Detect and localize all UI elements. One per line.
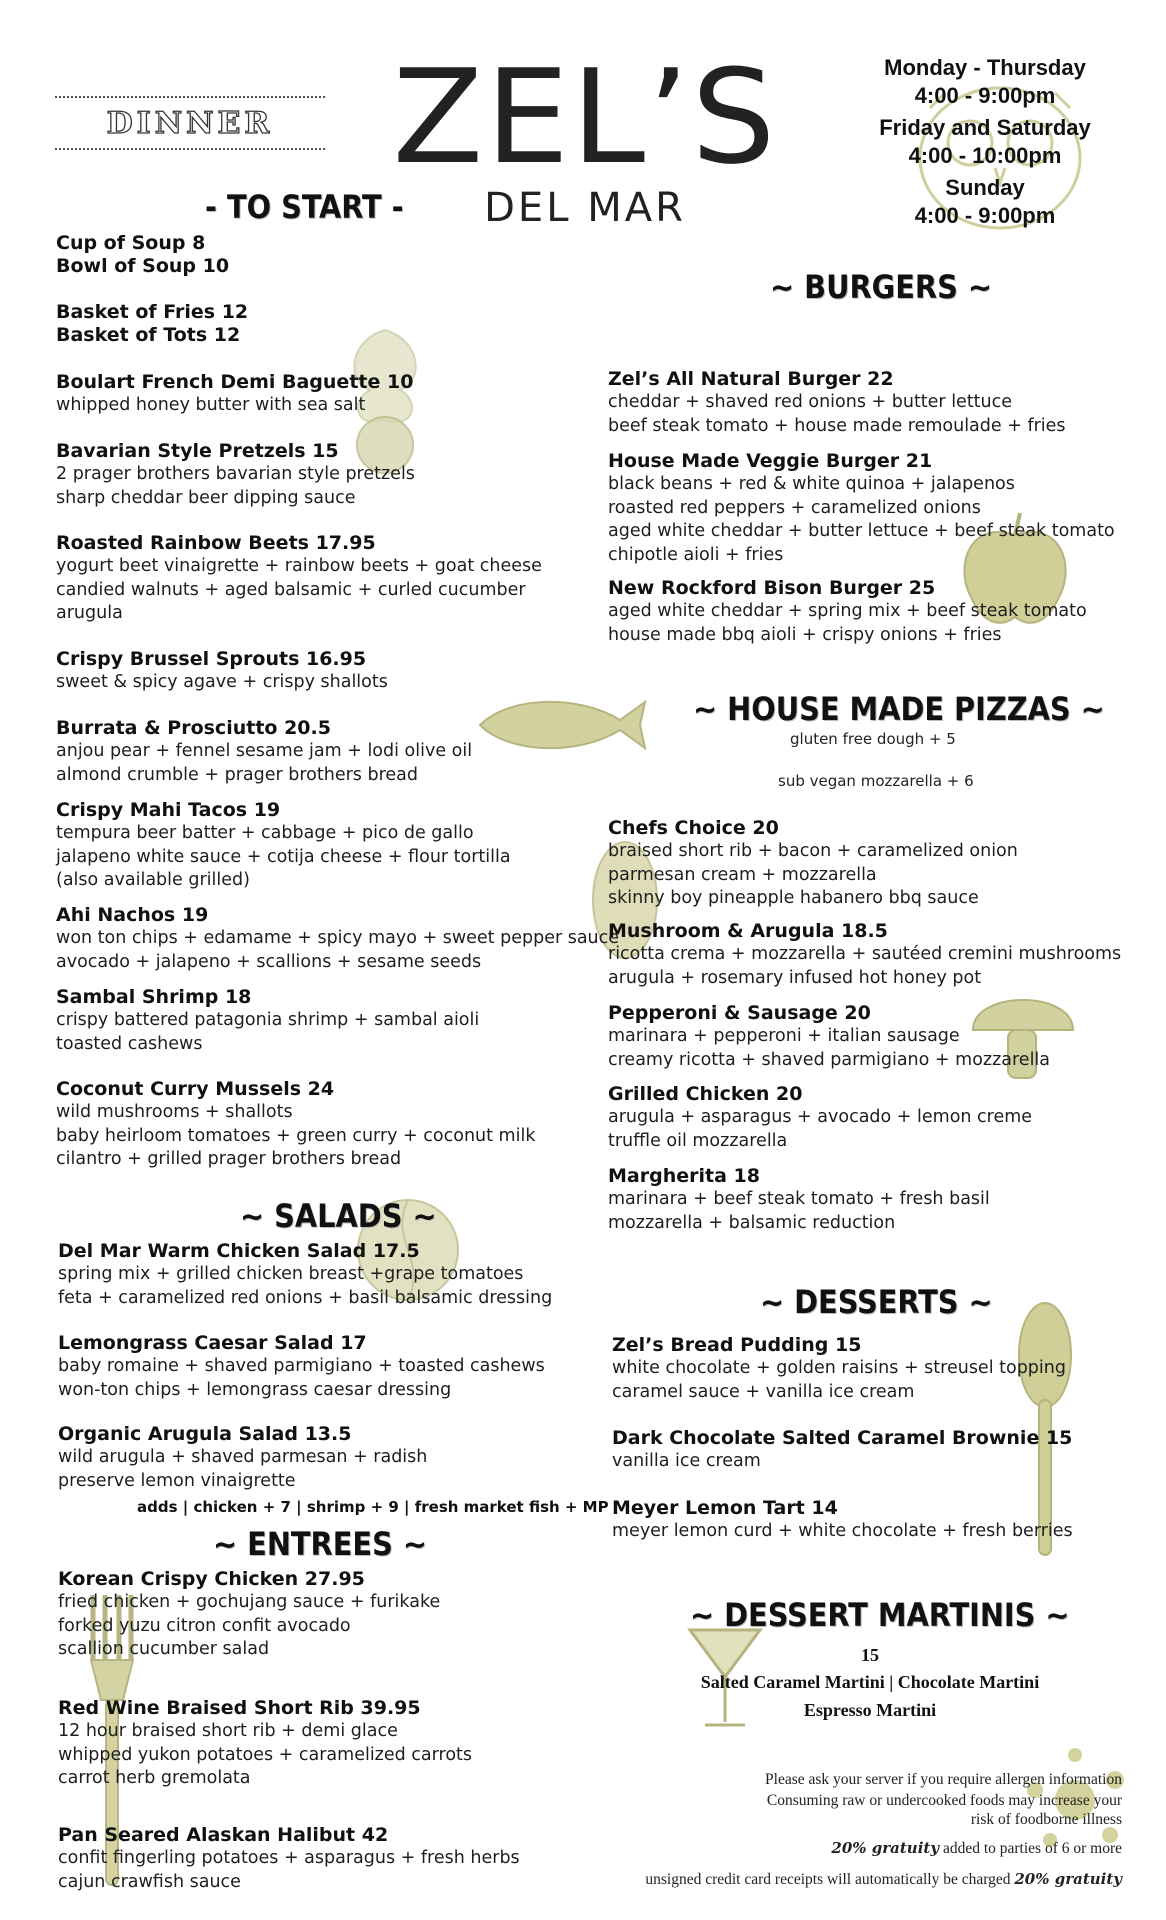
- item-title: Organic Arugula Salad 13.5: [58, 1423, 352, 1445]
- section-heading-salads: ~ SALADS ~: [240, 1197, 437, 1235]
- item-title: Del Mar Warm Chicken Salad 17.5: [58, 1240, 420, 1262]
- item-desc: cilantro + grilled prager brothers bread: [56, 1149, 402, 1169]
- item-desc: avocado + jalapeno + scallions + sesame seeds: [56, 951, 482, 972]
- item-desc: toasted cashews: [56, 1033, 203, 1054]
- menu-item: [56, 301, 248, 324]
- item-desc: confit fingerling potatoes + asparagus + fresh herbs: [58, 1848, 520, 1868]
- menu-item: [608, 1165, 990, 1235]
- divider: [55, 148, 325, 150]
- item-title: Crispy Brussel Sprouts 16.95: [56, 648, 367, 670]
- menu-item: [56, 532, 542, 626]
- item-title: Red Wine Braised Short Rib 39.95: [58, 1697, 421, 1719]
- item-desc: meyer lemon curd + white chocolate + fresh berries: [612, 1521, 1073, 1541]
- hours-line: Monday - Thursday: [884, 55, 1086, 80]
- item-desc: baby romaine + shaved parmigiano + toasted cashews: [58, 1356, 545, 1376]
- item-desc: marinara + pepperoni + italian sausage: [608, 1026, 960, 1046]
- hours-line: Friday and Saturday: [879, 115, 1091, 140]
- menu-item: [608, 368, 1066, 438]
- item-desc: almond crumble + prager brothers bread: [56, 764, 418, 785]
- item-desc: braised short rib + bacon + caramelized onion: [608, 841, 1018, 861]
- item-desc: candied walnuts + aged balsamic + curled cucumber: [56, 579, 526, 600]
- menu-item: [56, 717, 472, 787]
- item-title: Bavarian Style Pretzels 15: [56, 440, 339, 462]
- item-desc: chipotle aioli + fries: [608, 544, 784, 565]
- item-desc: crispy battered patagonia shrimp + sambal aioli: [56, 1010, 480, 1030]
- item-desc: preserve lemon vinaigrette: [58, 1470, 296, 1491]
- item-desc: cheddar + shaved red onions + butter lettuce: [608, 392, 1013, 412]
- item-title: Pan Seared Alaskan Halibut 42: [58, 1824, 389, 1846]
- hours-line: 4:00 - 9:00pm: [914, 83, 1056, 108]
- hours-line: Sunday: [945, 175, 1025, 200]
- item-title: Boulart French Demi Baguette 10: [56, 371, 414, 393]
- menu-item: [56, 904, 619, 974]
- item-desc: carrot herb gremolata: [58, 1768, 251, 1788]
- item-desc: roasted red peppers + caramelized onions: [608, 497, 981, 518]
- item-desc: mozzarella + balsamic reduction: [608, 1212, 896, 1233]
- menu-item: [58, 1697, 472, 1791]
- menu-item: [608, 1083, 1032, 1153]
- gratuity-label: 20% gratuity: [1014, 1870, 1122, 1888]
- item-title: Sambal Shrimp 18: [56, 986, 252, 1008]
- menu-item: [58, 1332, 545, 1402]
- item-title: Pepperoni & Sausage 20: [608, 1002, 871, 1024]
- pizza-note-gluten-free: gluten free dough + 5: [790, 730, 956, 748]
- menu-item: [56, 232, 205, 255]
- fish-sketch-icon: [470, 690, 650, 760]
- menu-item: [56, 371, 413, 418]
- item-desc: jalapeno white sauce + cotija cheese + flour tortilla: [56, 846, 511, 867]
- menu-item: [56, 324, 240, 347]
- menu-item: [608, 1002, 1050, 1072]
- divider: [55, 96, 325, 98]
- item-desc: vanilla ice cream: [612, 1451, 761, 1471]
- gratuity-text: added to parties of 6 or more: [939, 1840, 1122, 1857]
- item-desc: caramel sauce + vanilla ice cream: [612, 1381, 915, 1402]
- receipt-notice: [645, 1870, 1122, 1889]
- item-desc: sharp cheddar beer dipping sauce: [56, 487, 356, 508]
- item-title: Lemongrass Caesar Salad 17: [58, 1332, 367, 1354]
- gratuity-label: 20% gratuity: [831, 1839, 940, 1857]
- item-desc: aged white cheddar + butter lettuce + beef steak tomato: [608, 521, 1115, 541]
- item-desc: beef steak tomato + house made remoulade + fries: [608, 415, 1066, 436]
- menu-item: [612, 1427, 1072, 1474]
- item-desc: truffle oil mozzarella: [608, 1130, 788, 1151]
- item-desc: fried chicken + gochujang sauce + furikake: [58, 1592, 441, 1612]
- item-title: Dark Chocolate Salted Caramel Brownie 15: [612, 1427, 1073, 1449]
- gratuity-notice: [831, 1839, 1122, 1858]
- menu-item: [56, 648, 388, 695]
- item-desc: ricotta crema + mozzarella + sautéed cremini mushrooms: [608, 944, 1122, 964]
- item-desc: feta + caramelized red onions + basil balsamic dressing: [58, 1287, 553, 1308]
- menu-item: [56, 1078, 535, 1172]
- item-title: Coconut Curry Mussels 24: [56, 1078, 335, 1100]
- item-title: Crispy Mahi Tacos 19: [56, 799, 281, 821]
- item-desc: arugula: [56, 603, 123, 623]
- restaurant-logo: ZEL’S: [392, 41, 778, 193]
- menu-item: [612, 1497, 1073, 1544]
- menu-item: [612, 1334, 1066, 1404]
- item-title: Korean Crispy Chicken 27.95: [58, 1568, 365, 1590]
- item-desc: house made bbq aioli + crispy onions + fries: [608, 624, 1002, 645]
- item-title: Mushroom & Arugula 18.5: [608, 920, 888, 942]
- item-desc: whipped yukon potatoes + caramelized carrots: [58, 1744, 473, 1765]
- item-title: Roasted Rainbow Beets 17.95: [56, 532, 376, 554]
- item-title: Chefs Choice 20: [608, 817, 779, 839]
- menu-item: [608, 450, 1115, 567]
- item-title: Grilled Chicken 20: [608, 1083, 803, 1105]
- menu-item: [56, 440, 415, 510]
- menu-item: [608, 577, 1087, 647]
- item-desc: won-ton chips + lemongrass caesar dressing: [58, 1379, 452, 1400]
- hours-line: 4:00 - 10:00pm: [908, 143, 1062, 168]
- item-desc: cajun crawfish sauce: [58, 1871, 241, 1892]
- item-desc: yogurt beet vinaigrette + rainbow beets + goat cheese: [56, 556, 542, 576]
- hours-line: 4:00 - 9:00pm: [914, 203, 1056, 228]
- item-desc: arugula + rosemary infused hot honey pot: [608, 967, 982, 988]
- menu-item: [608, 817, 1018, 911]
- martini-price: 15: [861, 1645, 879, 1665]
- item-desc: scallion cucumber salad: [58, 1639, 270, 1659]
- item-title: New Rockford Bison Burger 25: [608, 577, 936, 599]
- salad-add-ons: adds | chicken + 7 | shrimp + 9 | fresh market fish + MP: [137, 1498, 609, 1516]
- raw-food-warning: risk of foodborne illness: [970, 1811, 1122, 1828]
- item-title: House Made Veggie Burger 21: [608, 450, 933, 472]
- item-title: Basket of Tots 12: [56, 324, 241, 346]
- allergen-notice: Please ask your server if you require allergen information: [765, 1771, 1122, 1788]
- item-title: Ahi Nachos 19: [56, 904, 209, 926]
- item-title: Basket of Fries 12: [56, 301, 249, 323]
- menu-item: [608, 920, 1121, 990]
- menu-item: [56, 799, 511, 893]
- item-desc: (also available grilled): [56, 870, 250, 890]
- item-desc: marinara + beef steak tomato + fresh basil: [608, 1189, 990, 1209]
- item-desc: anjou pear + fennel sesame jam + lodi olive oil: [56, 741, 473, 761]
- menu-item: [56, 255, 229, 278]
- item-title: Zel’s All Natural Burger 22: [608, 368, 894, 390]
- martini-list-line: Salted Caramel Martini | Chocolate Martini: [700, 1672, 1040, 1692]
- item-desc: whipped honey butter with sea salt: [56, 395, 366, 415]
- item-desc: baby heirloom tomatoes + green curry + coconut milk: [56, 1125, 536, 1146]
- menu-item: [58, 1568, 440, 1662]
- item-desc: skinny boy pineapple habanero bbq sauce: [608, 888, 979, 908]
- section-heading-desserts: ~ DESSERTS ~: [760, 1283, 993, 1321]
- menu-item: [58, 1423, 427, 1493]
- item-desc: sweet & spicy agave + crispy shallots: [56, 672, 388, 692]
- item-desc: arugula + asparagus + avocado + lemon creme: [608, 1107, 1033, 1127]
- item-desc: forked yuzu citron confit avocado: [58, 1615, 351, 1636]
- item-title: Cup of Soup 8: [56, 232, 206, 254]
- receipt-text: unsigned credit card receipts will automatically be charged: [645, 1871, 1015, 1888]
- item-desc: won ton chips + edamame + spicy mayo + sweet pepper sauce: [56, 928, 620, 948]
- section-heading-entrees: ~ ENTREES ~: [213, 1525, 427, 1563]
- item-desc: creamy ricotta + shaved parmigiano + mozzarella: [608, 1049, 1051, 1070]
- section-heading-to-start: - TO START -: [205, 188, 404, 226]
- restaurant-location: DEL MAR: [484, 185, 686, 231]
- item-desc: spring mix + grilled chicken breast +grape tomatoes: [58, 1264, 524, 1284]
- item-desc: 12 hour braised short rib + demi glace: [58, 1721, 398, 1741]
- section-heading-pizzas: ~ HOUSE MADE PIZZAS ~: [693, 690, 1105, 728]
- section-heading-burgers: ~ BURGERS ~: [770, 268, 992, 306]
- menu-item: [56, 986, 479, 1056]
- item-title: Burrata & Prosciutto 20.5: [56, 717, 331, 739]
- martini-list-line: Espresso Martini: [803, 1700, 937, 1720]
- item-desc: 2 prager brothers bavarian style pretzels: [56, 464, 415, 484]
- menu-item: [58, 1240, 552, 1310]
- item-desc: black beans + red & white quinoa + jalapenos: [608, 474, 1015, 494]
- menu-item: [58, 1824, 520, 1894]
- dinner-label: DINNER: [106, 106, 274, 141]
- item-title: Bowl of Soup 10: [56, 255, 230, 277]
- section-heading-dessert-martinis: ~ DESSERT MARTINIS ~: [690, 1596, 1070, 1634]
- dinner-banner: [55, 92, 325, 152]
- item-title: Zel’s Bread Pudding 15: [612, 1334, 862, 1356]
- item-desc: wild mushrooms + shallots: [56, 1102, 293, 1122]
- opening-hours: [860, 54, 1110, 234]
- item-title: Meyer Lemon Tart 14: [612, 1497, 838, 1519]
- item-desc: parmesan cream + mozzarella: [608, 864, 877, 885]
- item-desc: tempura beer batter + cabbage + pico de gallo: [56, 823, 474, 843]
- item-desc: aged white cheddar + spring mix + beef steak tomato: [608, 601, 1087, 621]
- item-desc: white chocolate + golden raisins + streusel topping: [612, 1358, 1066, 1378]
- raw-food-warning: Consuming raw or undercooked foods may increase your: [766, 1792, 1122, 1809]
- item-desc: wild arugula + shaved parmesan + radish: [58, 1447, 428, 1467]
- item-title: Margherita 18: [608, 1165, 760, 1187]
- pizza-note-vegan: sub vegan mozzarella + 6: [778, 772, 974, 790]
